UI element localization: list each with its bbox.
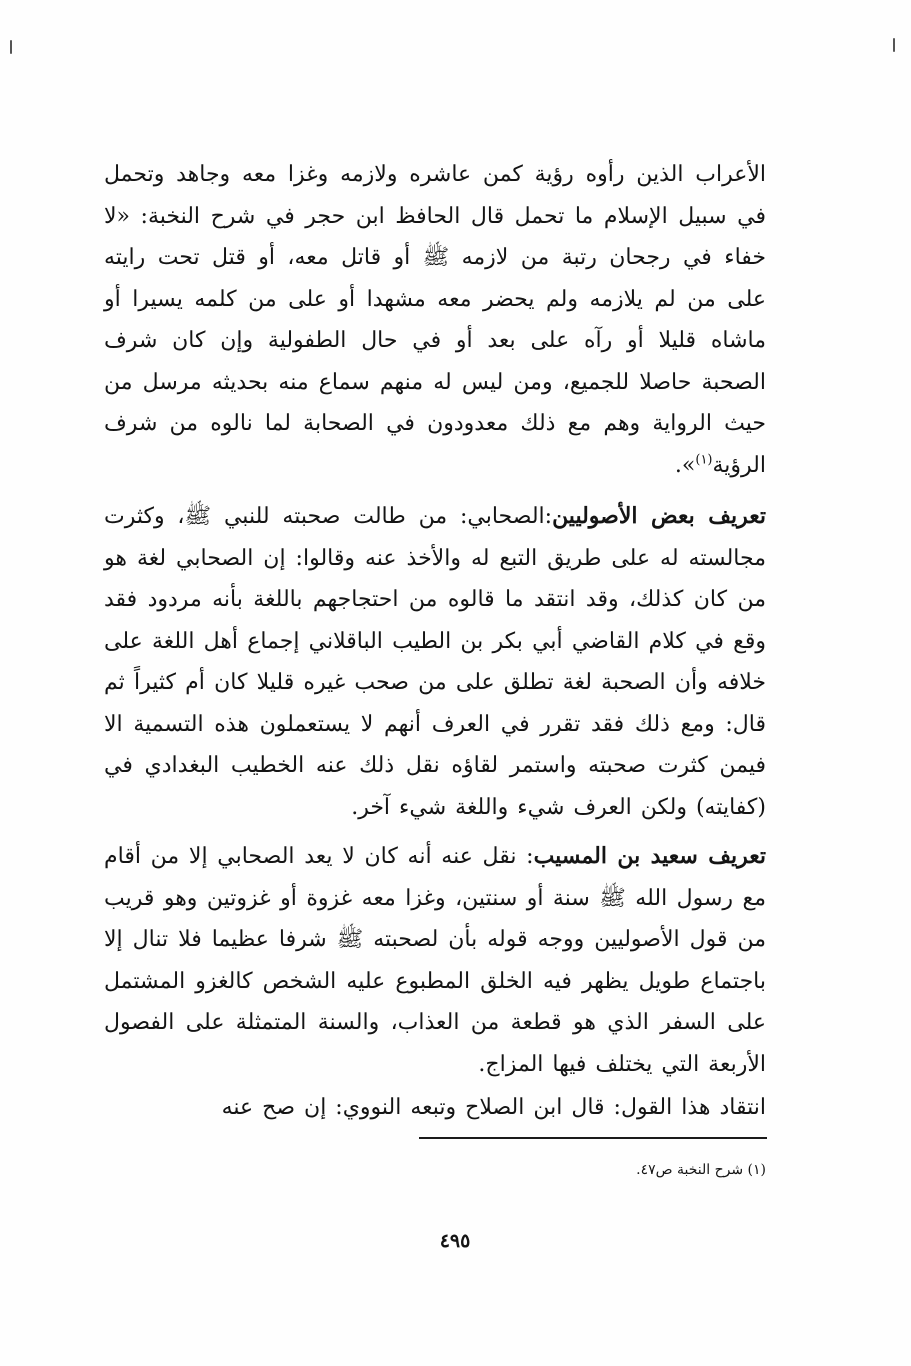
paragraph-body: انتقاد هذا القول: قال ابن الصلاح وتبعه النووي: إن صح عنه (221, 1095, 766, 1120)
paragraph-companion-ranking (104, 154, 766, 486)
page-number: ٤٩٥ (439, 1230, 471, 1252)
paragraph-body: :الصحابي: من طالت صحبته للنبي ﷺ، وكثرت مجالسته له على طريق التبع له والأخذ عنه وقالوا: إن الصحابي لغة هو من كان كذلك، وقد انتقد ما قالوه من احتجاجهم باللغة بأنه مردود فقد وقع في كلام القاضي أبي بكر بن الطيب الباقلاني إجماع أهل اللغة على خلافه وأن الصحبة لغة تطلق على من صحب غيره قليلا كان أم كثيراً ثم قال: ومع ذلك فقد تقرر في العرف أنهم لا يستعملون هذه التسمية الا فيمن كثرت صحبته واستمر لقاؤه نقل ذلك عنه الخطيب البغدادي في (كفايته) ولكن العرف شيء واللغة شيء آخر. (104, 504, 766, 820)
paragraph-said-ibn-musayyib-definition (104, 836, 766, 1085)
section-heading: تعريف سعيد بن المسيب (533, 843, 766, 869)
footnote-divider (419, 1137, 767, 1139)
footnote-text: شرح النخبة ص٤٧. (636, 1162, 744, 1178)
paragraph-text (104, 496, 766, 828)
paragraph-body: الأعراب الذين رأوه رؤية كمن عاشره ولازمه وغزا معه وجاهد وتحمل في سبيل الإسلام ما تحمل قال الحافظ ابن حجر في شرح النخبة: «لا خفاء في رجحان رتبة من لازمه ﷺ أو قاتل معه، أو قتل تحت رايته على من لم يلازمه ولم يحضر معه مشهدا أو على من كلمه يسيرا أو ماشاه قليلا أو رآه على بعد أو في حال الطفولية وإن كان شرف الصحبة حاصلا للجميع، ومن ليس له منهم سماع منه بحديثه مرسل من حيث الرواية وهم مع ذلك معدودون في الصحابة لما نالوه من شرف الرؤية (104, 162, 767, 478)
paragraph-text (104, 154, 766, 486)
footnote-reference: (١) (695, 452, 713, 468)
paragraph-usuliyyun-definition (104, 496, 766, 828)
footnote-marker: (١) (747, 1162, 766, 1178)
scan-speck (893, 38, 895, 52)
scan-speck (10, 40, 12, 54)
quote-close: ». (674, 452, 696, 478)
paragraph-text (104, 836, 766, 1085)
section-heading: تعريف بعض الأصوليين (552, 503, 766, 529)
paragraph-body: : نقل عنه أنه كان لا يعد الصحابي إلا من أقام مع رسول الله ﷺ سنة أو سنتين، وغزا معه غزوة أو غزوتين وهو قريب من قول الأصوليين ووجه قوله بأن لصحبته ﷺ شرفا عظيما فلا تنال إلا باجتماع طويل يظهر فيه الخلق المطبوع عليه الشخص كالغزو المشتمل على السفر الذي هو قطعة من العذاب، والسنة المتمثلة على الفصول الأربعة التي يختلف فيها المزاج. (104, 844, 766, 1077)
paragraph-critique (104, 1087, 766, 1129)
paragraph-text (104, 1087, 766, 1129)
footnote (420, 1160, 766, 1180)
